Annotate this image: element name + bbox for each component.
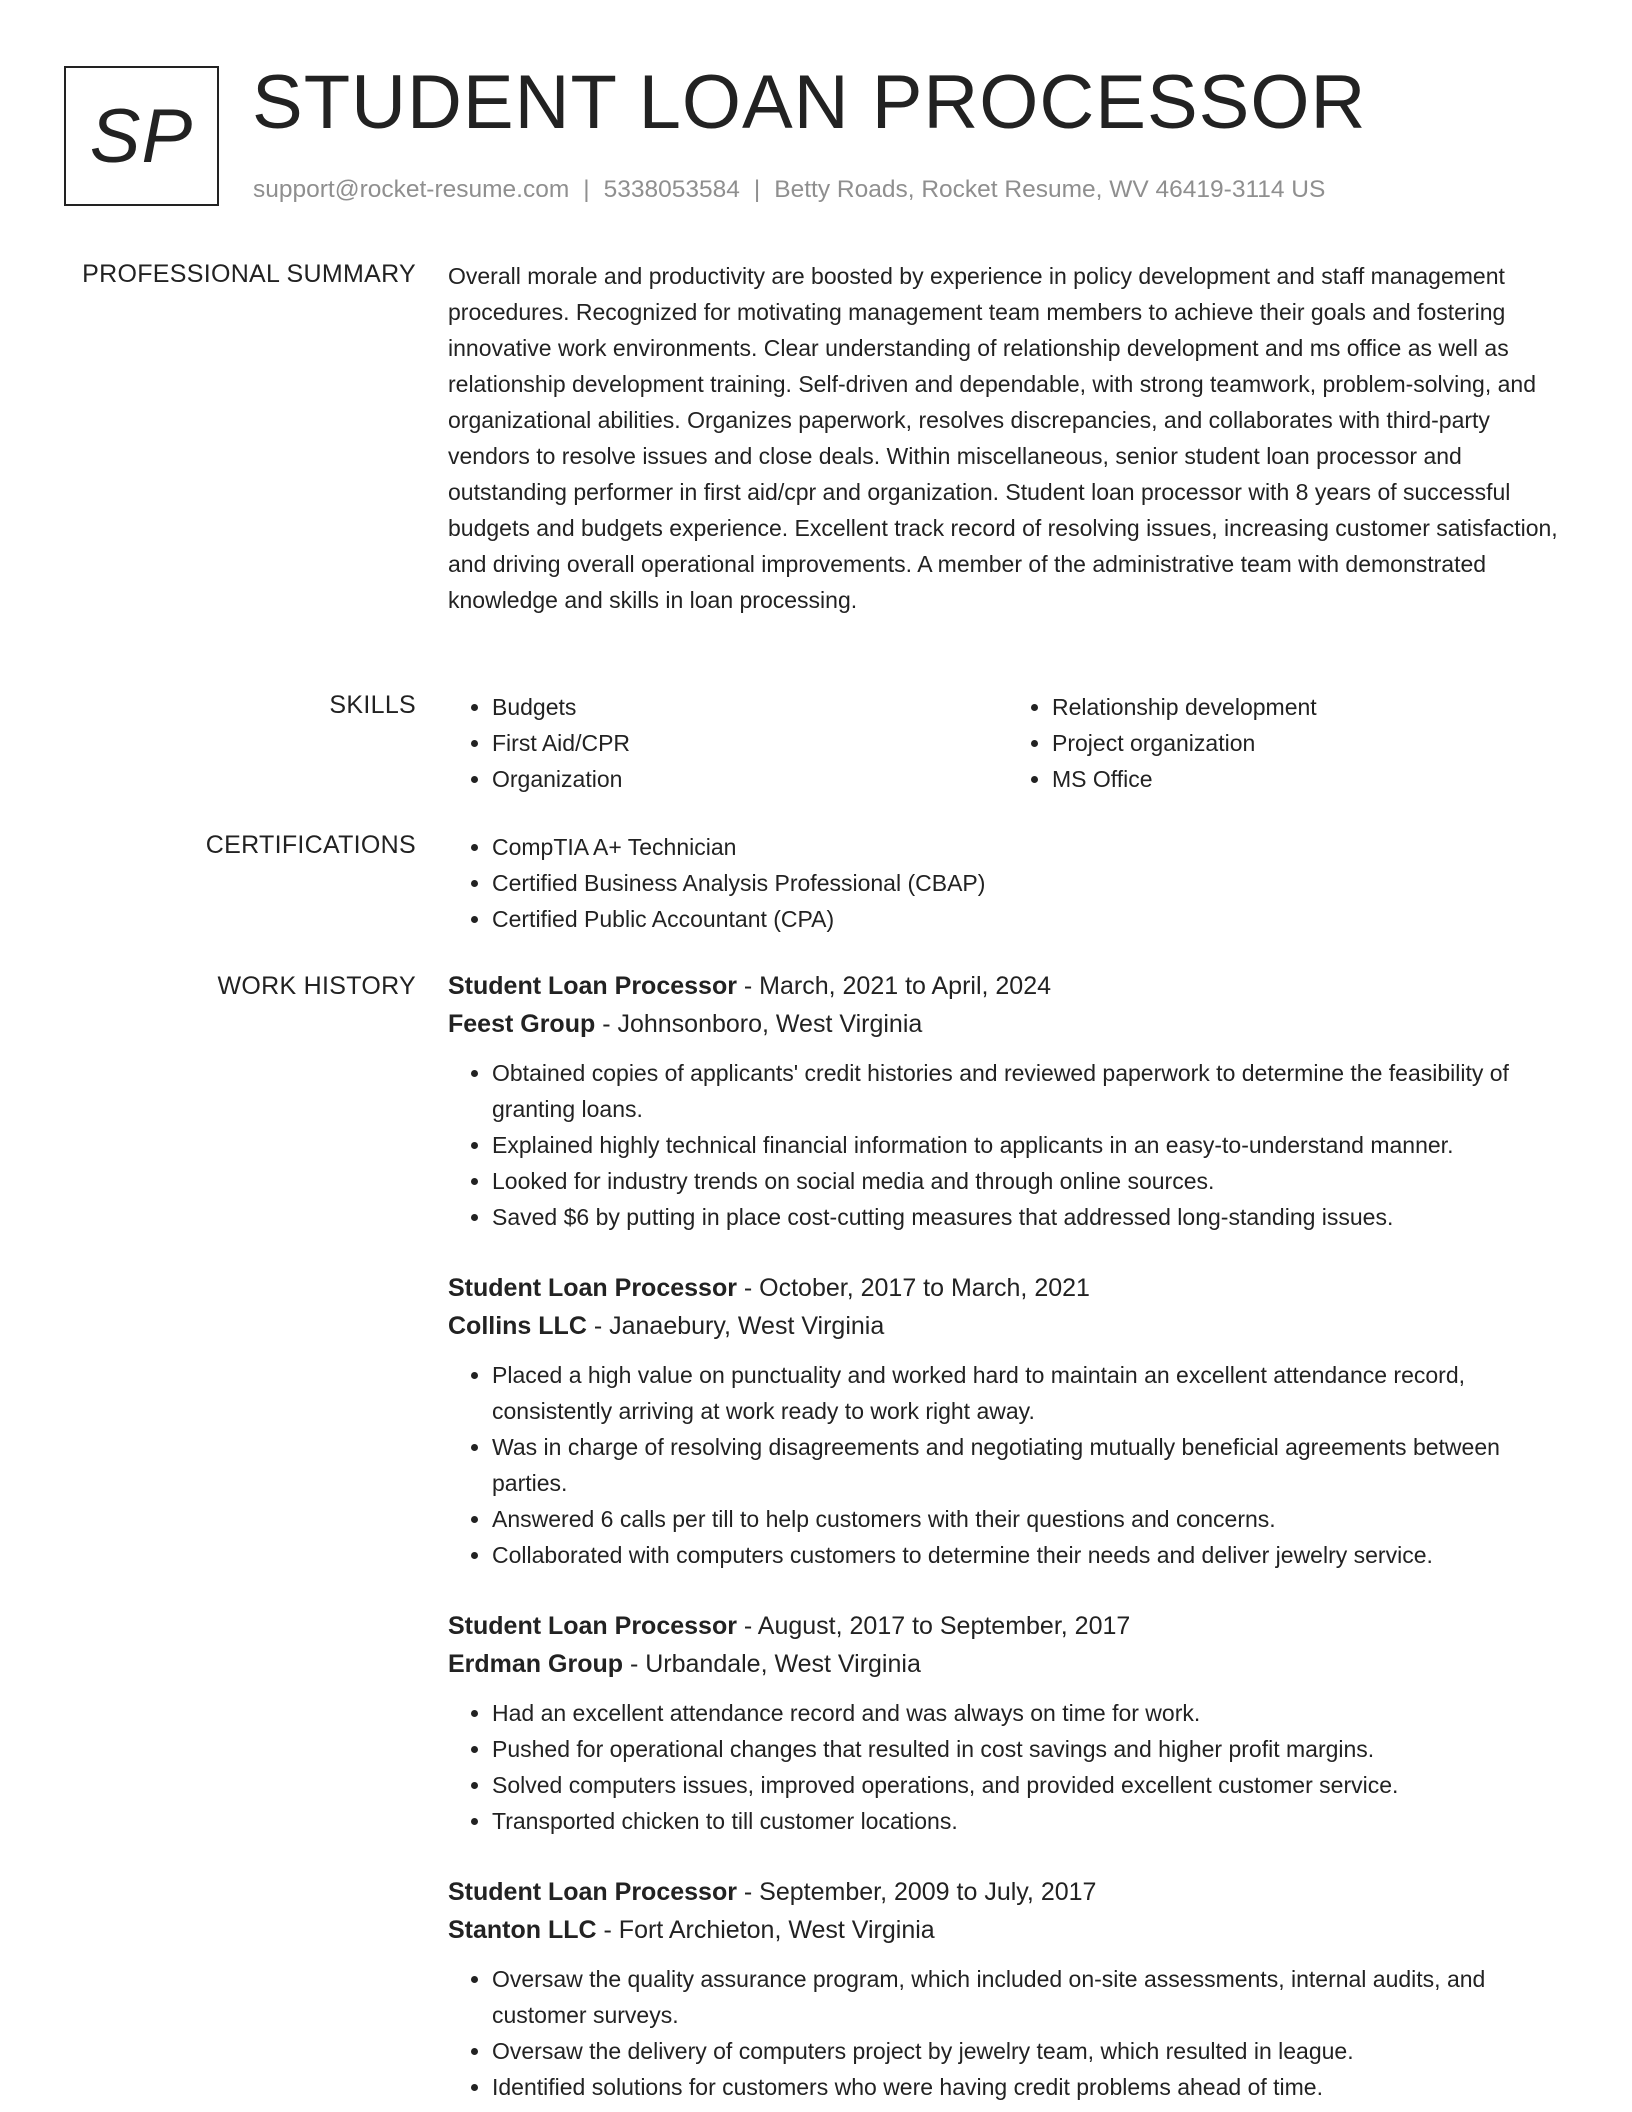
job-bullets bbox=[448, 1961, 1568, 2105]
skills-heading: SKILLS bbox=[329, 691, 416, 719]
skill-item: • First Aid/CPR bbox=[492, 725, 1008, 761]
job-location: - Urbandale, West Virginia bbox=[623, 1650, 921, 1678]
summary-body bbox=[448, 258, 1568, 618]
certifications-body bbox=[448, 829, 1568, 937]
job-bullet: • Placed a high value on punctuality and worked hard to maintain an excellent attendance record, consistently arriving at work ready to work right away. bbox=[492, 1357, 1568, 1429]
job-bullet: • Was in charge of resolving disagreements and negotiating mutually beneficial agreements between parties. bbox=[492, 1429, 1568, 1501]
job-title: Student Loan Processor bbox=[448, 1612, 737, 1640]
skill-item: • MS Office bbox=[1052, 761, 1568, 797]
job-bullet: • Looked for industry trends on social media and through online sources. bbox=[492, 1163, 1568, 1199]
job-entry bbox=[448, 1607, 1568, 1839]
job-title-line bbox=[448, 967, 1568, 1005]
job-bullet: • Had an excellent attendance record and was always on time for work. bbox=[492, 1695, 1568, 1731]
job-bullet: • Answered 6 calls per till to help customers with their questions and concerns. bbox=[492, 1501, 1568, 1537]
skill-item: • Organization bbox=[492, 761, 1008, 797]
job-bullets bbox=[448, 1695, 1568, 1839]
job-company-line bbox=[448, 1911, 1568, 1949]
job-dates: - August, 2017 to September, 2017 bbox=[736, 1612, 1131, 1640]
job-bullet: • Oversaw the quality assurance program, which included on-site assessments, internal audits, and customer surveys. bbox=[492, 1961, 1568, 2033]
monogram-initials: SP bbox=[89, 93, 194, 179]
contact-address: Betty Roads, Rocket Resume, WV 46419-3114 US bbox=[774, 176, 1326, 203]
job-title: Student Loan Processor bbox=[448, 1878, 737, 1906]
work-history-heading: WORK HISTORY bbox=[217, 972, 416, 1000]
job-company-line bbox=[448, 1645, 1568, 1683]
job-bullet: • Pushed for operational changes that resulted in cost savings and higher profit margins. bbox=[492, 1731, 1568, 1767]
contact-email: support@rocket-resume.com bbox=[253, 176, 570, 203]
job-bullet: • Explained highly technical financial information to applicants in an easy-to-understand manner. bbox=[492, 1127, 1568, 1163]
skills-body bbox=[448, 689, 1568, 797]
job-bullet: • Collaborated with computers customers to determine their needs and deliver jewelry service. bbox=[492, 1537, 1568, 1573]
job-bullet: • Obtained copies of applicants' credit histories and reviewed paperwork to determine the feasibility of granting loans. bbox=[492, 1055, 1568, 1127]
summary-text: Overall morale and productivity are boosted by experience in policy development and staff management procedures. Recognized for motivating management team members to achieve their goals and fostering innovative work environments. Clear understanding of relationship development and ms office as well as relationship development training. Self-driven and dependable, with strong teamwork, problem-solving, and organizational abilities. Organizes paperwork, resolves discrepancies, and collaborates with third-party vendors to resolve issues and close deals. Within miscellaneous, senior student loan processor and outstanding performer in first aid/cpr and organization. Student loan processor with 8 years of successful budgets and budgets experience. Excellent track record of resolving issues, increasing customer satisfaction, and driving overall operational improvements. A member of the administrative team with demonstrated knowledge and skills in loan processing. bbox=[448, 263, 1558, 613]
summary-heading: PROFESSIONAL SUMMARY bbox=[82, 260, 416, 288]
job-bullet: • Transported chicken to till customer locations. bbox=[492, 1803, 1568, 1839]
job-company: Stanton LLC bbox=[448, 1916, 597, 1944]
skills-list-right bbox=[1008, 689, 1568, 797]
job-title-line bbox=[448, 1607, 1568, 1645]
job-location: - Fort Archieton, West Virginia bbox=[596, 1916, 935, 1944]
skill-item: • Project organization bbox=[1052, 725, 1568, 761]
job-company-line bbox=[448, 1307, 1568, 1345]
job-title-line bbox=[448, 1269, 1568, 1307]
job-dates: - March, 2021 to April, 2024 bbox=[736, 972, 1052, 1000]
contact-separator: | bbox=[753, 176, 761, 203]
job-dates: - September, 2009 to July, 2017 bbox=[736, 1878, 1097, 1906]
certifications-heading: CERTIFICATIONS bbox=[205, 831, 416, 859]
job-company-line bbox=[448, 1005, 1568, 1043]
certification-item: • Certified Business Analysis Professional (CBAP) bbox=[492, 865, 1568, 901]
job-entry bbox=[448, 1269, 1568, 1573]
job-entry bbox=[448, 967, 1568, 1235]
skill-item: • Relationship development bbox=[1052, 689, 1568, 725]
job-location: - Johnsonboro, West Virginia bbox=[595, 1010, 923, 1038]
skill-item: • Budgets bbox=[492, 689, 1008, 725]
certification-item: • Certified Public Accountant (CPA) bbox=[492, 901, 1568, 937]
skills-list-left bbox=[448, 689, 1008, 797]
contact-line bbox=[253, 175, 1325, 205]
job-location: - Janaebury, West Virginia bbox=[586, 1312, 885, 1340]
job-title-line bbox=[448, 1873, 1568, 1911]
job-bullet: • Identified solutions for customers who were having credit problems ahead of time. bbox=[492, 2069, 1568, 2105]
contact-phone: 5338053584 bbox=[603, 176, 740, 203]
job-company: Feest Group bbox=[448, 1010, 596, 1038]
job-dates: - October, 2017 to March, 2021 bbox=[736, 1274, 1090, 1302]
certification-item: • CompTIA A+ Technician bbox=[492, 829, 1568, 865]
contact-separator: | bbox=[583, 176, 590, 203]
job-entry bbox=[448, 1873, 1568, 2105]
monogram-box bbox=[64, 66, 219, 206]
certifications-list bbox=[448, 829, 1568, 937]
job-bullets bbox=[448, 1055, 1568, 1235]
job-bullets bbox=[448, 1357, 1568, 1573]
job-bullet: • Saved $6 by putting in place cost-cutting measures that addressed long-standing issues. bbox=[492, 1199, 1568, 1235]
job-company: Erdman Group bbox=[448, 1650, 624, 1678]
job-bullet: • Solved computers issues, improved operations, and provided excellent customer service. bbox=[492, 1767, 1568, 1803]
resume-name: STUDENT LOAN PROCESSOR bbox=[252, 60, 1367, 145]
job-bullet: • Oversaw the delivery of computers project by jewelry team, which resulted in league. bbox=[492, 2033, 1568, 2069]
job-company: Collins LLC bbox=[448, 1312, 587, 1340]
job-title: Student Loan Processor bbox=[448, 972, 737, 1000]
job-title: Student Loan Processor bbox=[448, 1274, 737, 1302]
work-history-body bbox=[448, 967, 1568, 2112]
